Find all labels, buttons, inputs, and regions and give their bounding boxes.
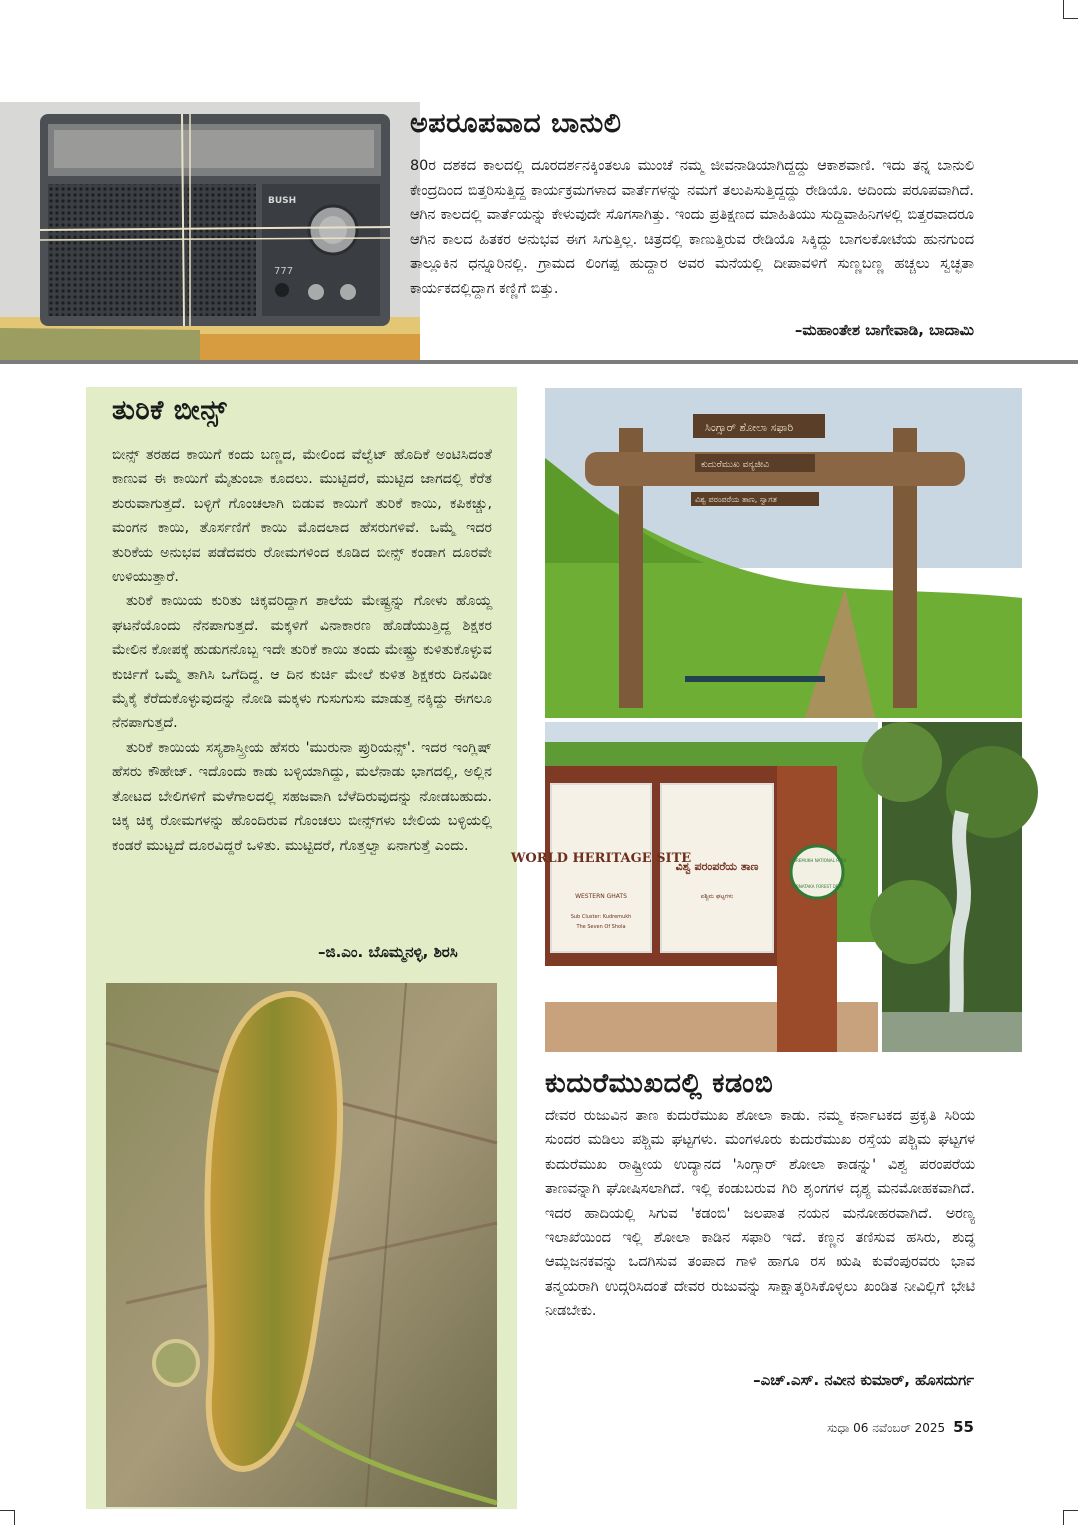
article-radio-title: ಅಪರೂಪವಾದ ಬಾನುಲಿ xyxy=(410,108,622,139)
arch-illustration xyxy=(545,388,1022,718)
park-emblem-top: KUDREMUKH NATIONAL PARK xyxy=(787,858,847,863)
kadambi-falls-photo xyxy=(882,722,1022,1052)
article-kadambi-body: ದೇವರ ರುಜುವಿನ ತಾಣ ಕುದುರೆಮುಖ ಶೋಲಾ ಕಾಡು. ನಮ್ಮ ಕರ್ನಾಟಕದ ಪ್ರಕೃತಿ ಸಿರಿಯ ಸುಂದರ ಮಡಿಲು ಪಶ್ಚಿಮ ಘಟ್ಟಗಳು. ಮಂಗಳೂರು ಕುದುರೆಮುಖ ರಸ್ತೆಯ ಪಶ್ಚಿಮ ಘಟ್ಟಗಳ ಕುದುರೆಮುಖ ರಾಷ್ಟ್ರೀಯ ಉದ್ಯಾನದ 'ಸಿಂಗ್ಸಾರ್ ಶೋಲಾ ಕಾಡನ್ನು' ವಿಶ್ವ ಪರಂಪರೆಯ ತಾಣವನ್ನಾಗಿ ಘೋಷಿಸಲಾಗಿದೆ. ಇಲ್ಲಿ ಕಂಡುಬರುವ ಗಿರಿ ಶೃಂಗಗಳ ದೃಶ್ಯ ಮನಮೋಹಕವಾಗಿದೆ. ಇದರ ಹಾದಿಯಲ್ಲಿ ಸಿಗುವ 'ಕಡಂಬಿ' ಜಲಪಾತ ನಯನ ಮನೋಹರವಾಗಿದೆ. ಅರಣ್ಯ ಇಲಾಖೆಯಿಂದ ಇಲ್ಲಿ ಶೋಲಾ ಕಾಡಿನ ಸಫಾರಿ ಇದೆ. ಕಣ್ಣನ ತಣಿಸುವ ಹಸಿರು, ಶುದ್ಧ ಆಮ್ಲಜನಕವನ್ನು ಒದಗಿಸುವ ತಂಪಾದ ಗಾಳಿ ಹಾಗೂ ರಸ ಋಷಿ ಕುವೆಂಪುರವರು ಭಾವ ತನ್ಮಯರಾಗಿ ಉದ್ಗರಿಸಿದಂತೆ ದೇವರ ರುಜುವನ್ನು ಸಾಕ್ಷಾತ್ಕರಿಸಿಕೊಳ್ಳಲು ಖಂಡಿತ ನೀವಿಲ್ಲಿಗೆ ಭೇಟಿ ನೀಡಬೇಕು. xyxy=(545,1108,975,1320)
velvet-bean-illustration xyxy=(106,983,497,1507)
crop-mark-top-right xyxy=(1063,0,1078,19)
world-heritage-sign-photo xyxy=(510,722,878,1052)
radio-photo xyxy=(0,102,420,360)
heritage-sign-illustration xyxy=(510,722,878,1052)
crop-mark-bottom-left xyxy=(0,1510,15,1525)
crop-mark-bottom-right xyxy=(1063,1510,1078,1525)
article-bean-byline: –ಜಿ.ಎಂ. ಬೊಮ್ಮನಳ್ಳಿ, ಶಿರಸಿ xyxy=(318,943,458,961)
page-footer xyxy=(827,1418,974,1436)
arch-sign-lower: ವಿಶ್ವ ಪರಂಪರೆಯ ತಾಣ, ಸ್ವಾಗತ xyxy=(695,495,777,504)
article-bean-paragraph-2: ತುರಿಕೆ ಕಾಯಿಯ ಕುರಿತು ಚಿಕ್ಕವರಿದ್ದಾಗ ಶಾಲೆಯ ಮೇಷ್ಟ್ರನ್ನು ಗೋಳು ಹೊಯ್ದ ಘಟನೆಯೊಂದು ನೆನಪಾಗುತ್ತದೆ. ಮಕ್ಕಳಿಗೆ ವಿನಾಕಾರಣ ಹೊಡೆಯುತ್ತಿದ್ದ ಶಿಕ್ಷಕರ ಮೇಲಿನ ಕೋಪಕ್ಕೆ ಹುಡುಗನೊಬ್ಬ ಇದೇ ತುರಿಕೆ ಕಾಯಿ ತಂದು ಮೇಷ್ಟ್ರು ಕುಳಿತುಕೊಳ್ಳುವ ಕುರ್ಚಿಗೆ ಒಮ್ಮೆ ತಾಗಿಸಿ ಒಗೆದಿದ್ದ. ಆ ದಿನ ಕುರ್ಚಿ ಮೇಲೆ ಕುಳಿತ ಶಿಕ್ಷಕರು ದಿನವಿಡೀ ಮೈಕೈ ಕೆರೆದುಕೊಳ್ಳುವುದನ್ನು ನೋಡಿ ಮಕ್ಕಳು ಗುಸುಗುಸು ಮಾಡುತ್ತ ನಕ್ಕಿದ್ದು ಈಗಲೂ ನೆನಪಾಗುತ್ತದೆ. xyxy=(112,593,492,732)
heritage-sign-kannada-sub: ಪಶ್ಚಿಮ ಘಟ್ಟಗಳು xyxy=(700,893,734,900)
radio-brand-label: BUSH xyxy=(268,196,297,206)
article-bean-paragraph-1: ಬೀನ್ಸ್ ತರಹದ ಕಾಯಿಗೆ ಕಂದು ಬಣ್ಣದ, ಮೇಲಿಂದ ವೆಲ್ವೆಟ್ ಹೊದಿಕೆ ಅಂಟಿಸಿದಂತೆ ಕಾಣುವ ಈ ಕಾಯಿಗೆ ಮೈತುಂಬಾ ಕೂದಲು. ಮುಟ್ಟಿದರೆ, ಮುಟ್ಟಿದ ಜಾಗದಲ್ಲಿ ಕೆರೆತ ಶುರುವಾಗುತ್ತದೆ. ಬಳ್ಳಿಗೆ ಗೊಂಚಲಾಗಿ ಬಿಡುವ ಕಾಯಿಗೆ ತುರಿಕೆ ಕಾಯಿ, ಕಪಿಕಚ್ಚು, ಮಂಗನ ಕಾಯಿ, ತೊರ್ಸಣಿಗೆ ಕಾಯಿ ಮೊದಲಾದ ಹೆಸರುಗಳಿವೆ. ಒಮ್ಮೆ ಇದರ ತುರಿಕೆಯ ಅನುಭವ ಪಡೆದವರು ರೋಮಗಳಿಂದ ಕೂಡಿದ ಬೀನ್ಸ್ ಕಂಡಾಗ ದೂರವೇ ಉಳಿಯುತ್ತಾರೆ. xyxy=(112,447,492,586)
article-bean-body xyxy=(112,443,492,858)
article-radio-byline: –ಮಹಾಂತೇಶ ಬಾಗೇವಾಡಿ, ಬಾದಾಮಿ xyxy=(794,321,974,339)
radio-model-label: 777 xyxy=(274,266,294,277)
issue-label: ಸುಧಾ 06 ನವೆಂಬರ್ 2025 xyxy=(827,1421,946,1435)
radio-illustration xyxy=(0,102,420,360)
velvet-bean-photo xyxy=(106,983,497,1507)
article-kadambi-byline: –ಎಚ್.ಎಸ್. ನವೀನ ಕುಮಾರ್, ಹೊಸದುರ್ಗ xyxy=(753,1371,974,1389)
heritage-sign-kannada: ವಿಶ್ವ ಪರಂಪರೆಯ ತಾಣ xyxy=(675,860,759,873)
shola-safari-arch-photo xyxy=(545,388,1022,718)
arch-sign-top: ಸಿಂಗ್ಸಾರ್ ಶೋಲಾ ಸಫಾರಿ xyxy=(705,421,794,434)
heritage-sign-english-sub: WESTERN GHATS xyxy=(575,893,627,900)
article-radio-body: 80ರ ದಶಕದ ಕಾಲದಲ್ಲಿ ದೂರದರ್ಶನಕ್ಕಿಂತಲೂ ಮುಂಚೆ ನಮ್ಮ ಜೀವನಾಡಿಯಾಗಿದ್ದದ್ದು ಆಕಾಶವಾಣಿ. ಇದು ತನ್ನ ಬಾನುಲಿ ಕೇಂದ್ರದಿಂದ ಬಿತ್ತರಿಸುತ್ತಿದ್ದ ಕಾರ್ಯಕ್ರಮಗಳಾದ ವಾರ್ತೆಗಳನ್ನು ನಮಗೆ ತಲುಪಿಸುತ್ತಿದ್ದದ್ದು ರೇಡಿಯೊ. ಅದಿಂದು ಪರೂಪವಾಗಿದೆ. ಆಗಿನ ಕಾಲದಲ್ಲಿ ವಾರ್ತೆಯನ್ನು ಕೇಳುವುದೇ ಸೊಗಸಾಗಿತ್ತು. ಇಂದು ಪ್ರತಿಕ್ಷಣದ ಮಾಹಿತಿಯು ಸುದ್ದಿವಾಹಿನಿಗಳಲ್ಲಿ ಬಿತ್ತರವಾದರೂ ಆಗಿನ ಕಾಲದ ಹಿತಕರ ಅನುಭವ ಈಗ ಸಿಗುತ್ತಿಲ್ಲ. ಚಿತ್ರದಲ್ಲಿ ಕಾಣುತ್ತಿರುವ ರೇಡಿಯೊ ಸಿಕ್ಕಿದ್ದು ಬಾಗಲಕೋಟೆಯ ಹುನಗುಂದ ತಾಲ್ಲೂಕಿನ ಧನ್ನೂರಿನಲ್ಲಿ. ಗ್ರಾಮದ ಲಿಂಗಪ್ಪ ಹುದ್ದಾರ ಅವರ ಮನೆಯಲ್ಲಿ ದೀಪಾವಳಿಗೆ ಸುಣ್ಣಬಣ್ಣ ಹಚ್ಚಲು ಸ್ವಚ್ಛತಾ ಕಾರ್ಯಕದಲ್ಲಿದ್ದಾಗ ಕಣ್ಣಿಗೆ ಬಿತ್ತು. xyxy=(410,158,974,297)
article-bean-paragraph-3: ತುರಿಕೆ ಕಾಯಿಯ ಸಸ್ಯಶಾಸ್ತ್ರೀಯ ಹೆಸರು 'ಮುರುನಾ ಪ್ರುರಿಯನ್ಸ್'. ಇದರ ಇಂಗ್ಲಿಷ್ ಹೆಸರು ಕೌಹೇಜ್. ಇದೊಂದು ಕಾಡು ಬಳ್ಳಿಯಾಗಿದ್ದು, ಮಲೆನಾಡು ಭಾಗದಲ್ಲಿ, ಅಲ್ಲಿನ ತೋಟದ ಬೇಲಿಗಳಿಗೆ ಮಳೆಗಾಲದಲ್ಲಿ ಸಹಜವಾಗಿ ಬೆಳೆದಿರುವುದನ್ನು ನೋಡಬಹುದು. ಚಿಕ್ಕ ಚಿಕ್ಕ ರೋಮಗಳನ್ನು ಹೊಂದಿರುವ ಗೊಂಚಲು ಬೀನ್ಸ್‌ಗಳು ಬೇಲಿಯ ಬಳ್ಳಿಯಲ್ಲಿ ಕಂಡರೆ ಮುಟ್ಟದೆ ದೂರವಿದ್ದರೆ ಒಳಿತು. ಮುಟ್ಟಿದರೆ, ಗೊತ್ತಲ್ವಾ ಏನಾಗುತ್ತೆ ಎಂದು. xyxy=(112,739,492,854)
article-kadambi-title: ಕುದುರೆಮುಖದಲ್ಲಿ ಕಡಂಬಿ xyxy=(545,1068,774,1099)
park-emblem-bottom: KARNATAKA FOREST DEPT xyxy=(790,884,844,889)
heritage-sign-english-quote: The Seven Of Shola xyxy=(576,924,626,930)
section-divider xyxy=(0,360,1078,364)
waterfall-illustration xyxy=(882,722,1022,1052)
heritage-sign-english-note: Sub Cluster: Kudremukh xyxy=(570,914,632,920)
page-number: 55 xyxy=(953,1418,974,1436)
article-bean-title: ತುರಿಕೆ ಬೀನ್ಸ್ xyxy=(112,395,228,426)
heritage-sign-english: WORLD HERITAGE SITE xyxy=(510,851,692,866)
arch-sign-middle: ಕುದುರೆಮುಖ ವನ್ಯಜೀವಿ xyxy=(701,460,770,470)
